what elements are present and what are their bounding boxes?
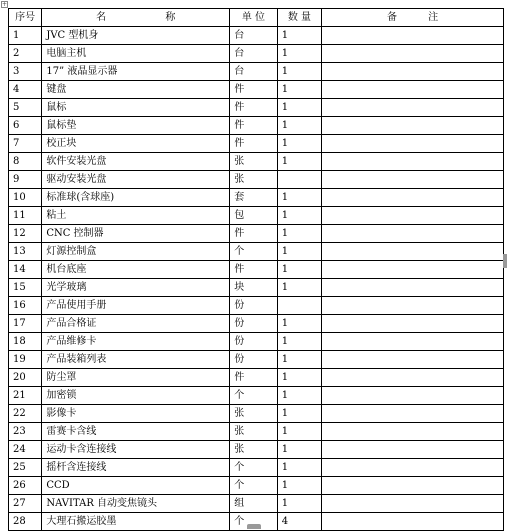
cell-no[interactable]: 9 (9, 171, 42, 189)
cell-qty[interactable]: 1 (277, 405, 321, 423)
cell-note[interactable] (322, 207, 504, 225)
packing-list-table (8, 8, 504, 531)
table-row (9, 135, 504, 153)
cell-name[interactable]: 驱动安装光盘 (42, 171, 230, 189)
cell-name[interactable]: 灯源控制盒 (42, 243, 230, 261)
cell-no[interactable]: 20 (9, 369, 42, 387)
header-name-char-2: 称 (165, 12, 176, 23)
cell-note[interactable] (322, 297, 504, 315)
cell-name[interactable]: 光学玻璃 (42, 279, 230, 297)
cell-no[interactable]: 24 (9, 441, 42, 459)
cell-no[interactable]: 16 (9, 297, 42, 315)
cell-no[interactable]: 26 (9, 477, 42, 495)
cell-name[interactable]: 电脑主机 (42, 45, 230, 63)
header-name (42, 9, 230, 27)
table-row (9, 27, 504, 45)
cell-unit[interactable]: 个 (230, 387, 277, 405)
cell-no[interactable]: 19 (9, 351, 42, 369)
cell-name[interactable]: CNC 控制器 (42, 225, 230, 243)
cell-name[interactable]: JVC 型机身 (42, 27, 230, 45)
cell-qty[interactable]: 1 (277, 459, 321, 477)
cell-no[interactable]: 1 (9, 27, 42, 45)
cell-qty[interactable] (277, 171, 321, 189)
cell-name[interactable]: 产品装箱列表 (42, 351, 230, 369)
cell-unit[interactable]: 件 (230, 225, 277, 243)
table-row (9, 45, 504, 63)
cell-note[interactable] (322, 441, 504, 459)
table-row (9, 315, 504, 333)
cell-unit[interactable]: 个 (230, 477, 277, 495)
table-row (9, 423, 504, 441)
cell-no[interactable]: 28 (9, 513, 42, 531)
table-row (9, 477, 504, 495)
table-row (9, 225, 504, 243)
cell-no[interactable]: 11 (9, 207, 42, 225)
cell-qty[interactable]: 1 (277, 135, 321, 153)
cell-qty[interactable]: 1 (277, 315, 321, 333)
table-row (9, 81, 504, 99)
table-row (9, 369, 504, 387)
table-row (9, 297, 504, 315)
cell-note[interactable] (322, 315, 504, 333)
cell-no[interactable]: 21 (9, 387, 42, 405)
cell-name[interactable]: 鼠标 (42, 99, 230, 117)
cell-note[interactable] (322, 81, 504, 99)
cell-unit[interactable]: 张 (230, 171, 277, 189)
cell-note[interactable] (322, 171, 504, 189)
table-row (9, 279, 504, 297)
cell-qty[interactable]: 1 (277, 27, 321, 45)
cell-qty[interactable]: 1 (277, 387, 321, 405)
cell-name[interactable]: 鼠标垫 (42, 117, 230, 135)
cell-no[interactable]: 8 (9, 153, 42, 171)
cell-name[interactable]: 粘土 (42, 207, 230, 225)
header-note (322, 9, 504, 27)
cell-note[interactable] (322, 99, 504, 117)
table-row (9, 351, 504, 369)
table-row (9, 189, 504, 207)
table-row (9, 99, 504, 117)
cell-qty[interactable] (277, 297, 321, 315)
cell-unit[interactable]: 个 (230, 513, 277, 531)
cell-note[interactable] (322, 63, 504, 81)
cell-no[interactable]: 14 (9, 261, 42, 279)
cell-unit[interactable]: 个 (230, 243, 277, 261)
cell-unit[interactable]: 张 (230, 441, 277, 459)
cell-qty[interactable]: 1 (277, 207, 321, 225)
cell-no[interactable]: 5 (9, 99, 42, 117)
cell-no[interactable]: 13 (9, 243, 42, 261)
cell-unit[interactable]: 张 (230, 423, 277, 441)
table-row (9, 153, 504, 171)
cell-unit[interactable]: 组 (230, 495, 277, 513)
table-row (9, 495, 504, 513)
cell-unit[interactable]: 张 (230, 153, 277, 171)
table-row (9, 63, 504, 81)
cell-name[interactable]: 软件安装光盘 (42, 153, 230, 171)
cell-note[interactable] (322, 189, 504, 207)
table-row (9, 171, 504, 189)
cell-qty[interactable]: 1 (277, 225, 321, 243)
table-move-handle-icon[interactable]: + (2, 1, 8, 8)
cell-qty[interactable]: 1 (277, 45, 321, 63)
cell-qty[interactable]: 1 (277, 477, 321, 495)
cell-qty[interactable]: 1 (277, 261, 321, 279)
cell-name[interactable]: 摇杆含连接线 (42, 459, 230, 477)
table-row (9, 117, 504, 135)
table-body (9, 27, 504, 531)
cell-qty[interactable]: 1 (277, 99, 321, 117)
cell-no[interactable]: 17 (9, 315, 42, 333)
cell-note[interactable] (322, 369, 504, 387)
resize-handle-right-icon[interactable] (503, 254, 507, 268)
cell-note[interactable] (322, 225, 504, 243)
cell-unit[interactable]: 份 (230, 297, 277, 315)
cell-name[interactable]: 防尘罩 (42, 369, 230, 387)
cell-name[interactable]: 标准球(含球座) (42, 189, 230, 207)
table-row (9, 333, 504, 351)
cell-unit[interactable]: 份 (230, 315, 277, 333)
cell-note[interactable] (322, 495, 504, 513)
table-row (9, 459, 504, 477)
cell-unit[interactable]: 件 (230, 369, 277, 387)
cell-no[interactable]: 25 (9, 459, 42, 477)
cell-no[interactable]: 2 (9, 45, 42, 63)
header-note-char-1: 备 (386, 12, 397, 23)
table-row (9, 261, 504, 279)
table-header-row (9, 9, 504, 27)
table-row (9, 387, 504, 405)
cell-unit[interactable]: 份 (230, 333, 277, 351)
cell-qty[interactable]: 1 (277, 153, 321, 171)
header-no: 序号 (9, 9, 42, 27)
cell-qty[interactable]: 1 (277, 81, 321, 99)
cell-unit[interactable]: 件 (230, 261, 277, 279)
cell-unit[interactable]: 台 (230, 27, 277, 45)
cell-unit[interactable]: 套 (230, 189, 277, 207)
cell-name[interactable]: 影像卡 (42, 405, 230, 423)
table-row (9, 207, 504, 225)
table-row (9, 405, 504, 423)
cell-unit[interactable]: 件 (230, 81, 277, 99)
cell-qty[interactable]: 1 (277, 423, 321, 441)
cell-note[interactable] (322, 279, 504, 297)
cell-note[interactable] (322, 261, 504, 279)
cell-unit[interactable]: 台 (230, 63, 277, 81)
cell-unit[interactable]: 包 (230, 207, 277, 225)
cell-note[interactable] (322, 387, 504, 405)
cell-name[interactable]: 大理石搬运胶墨 (42, 513, 230, 531)
cell-no[interactable]: 18 (9, 333, 42, 351)
cell-no[interactable]: 4 (9, 81, 42, 99)
cell-name[interactable]: 运动卡含连接线 (42, 441, 230, 459)
cell-no[interactable]: 15 (9, 279, 42, 297)
cell-unit[interactable]: 件 (230, 99, 277, 117)
cell-no[interactable]: 23 (9, 423, 42, 441)
cell-qty[interactable]: 1 (277, 495, 321, 513)
cell-unit[interactable]: 份 (230, 351, 277, 369)
cell-note[interactable] (322, 333, 504, 351)
cell-unit[interactable]: 件 (230, 135, 277, 153)
cell-unit[interactable]: 件 (230, 117, 277, 135)
cell-note[interactable] (322, 27, 504, 45)
cell-name[interactable]: 产品维修卡 (42, 333, 230, 351)
cell-no[interactable]: 22 (9, 405, 42, 423)
cell-qty[interactable]: 1 (277, 351, 321, 369)
cell-name[interactable]: 产品合格证 (42, 315, 230, 333)
cell-note[interactable] (322, 45, 504, 63)
cell-no[interactable]: 7 (9, 135, 42, 153)
header-name-char-1: 名 (96, 12, 107, 23)
cell-no[interactable]: 27 (9, 495, 42, 513)
cell-note[interactable] (322, 153, 504, 171)
header-unit: 单 位 (230, 9, 277, 27)
cell-name[interactable]: CCD (42, 477, 230, 495)
header-note-char-2: 注 (428, 12, 439, 23)
cell-no[interactable]: 6 (9, 117, 42, 135)
table-row (9, 243, 504, 261)
cell-qty[interactable]: 1 (277, 63, 321, 81)
cell-unit[interactable]: 张 (230, 405, 277, 423)
table-row (9, 441, 504, 459)
cell-qty[interactable]: 1 (277, 117, 321, 135)
cell-qty[interactable]: 1 (277, 369, 321, 387)
resize-handle-bottom-icon[interactable] (247, 524, 261, 529)
cell-note[interactable] (322, 351, 504, 369)
cell-name[interactable]: 雷赛卡含线 (42, 423, 230, 441)
cell-name[interactable]: 机台底座 (42, 261, 230, 279)
cell-unit[interactable]: 块 (230, 279, 277, 297)
cell-name[interactable]: 17” 液晶显示器 (42, 63, 230, 81)
cell-note[interactable] (322, 405, 504, 423)
cell-note[interactable] (322, 135, 504, 153)
cell-note[interactable] (322, 423, 504, 441)
cell-unit[interactable]: 台 (230, 45, 277, 63)
cell-qty[interactable]: 1 (277, 333, 321, 351)
cell-unit[interactable]: 个 (230, 459, 277, 477)
cell-qty[interactable]: 1 (277, 441, 321, 459)
cell-note[interactable] (322, 477, 504, 495)
cell-name[interactable]: 校正块 (42, 135, 230, 153)
cell-qty[interactable]: 1 (277, 279, 321, 297)
cell-no[interactable]: 10 (9, 189, 42, 207)
cell-qty[interactable]: 1 (277, 189, 321, 207)
header-qty: 数 量 (277, 9, 321, 27)
cell-no[interactable]: 3 (9, 63, 42, 81)
cell-name[interactable]: NAVITAR 自动变焦镜头 (42, 495, 230, 513)
cell-note[interactable] (322, 117, 504, 135)
cell-name[interactable]: 键盘 (42, 81, 230, 99)
cell-note[interactable] (322, 513, 504, 531)
cell-name[interactable]: 加密锁 (42, 387, 230, 405)
cell-note[interactable] (322, 243, 504, 261)
cell-qty[interactable]: 4 (277, 513, 321, 531)
cell-qty[interactable]: 1 (277, 243, 321, 261)
cell-no[interactable]: 12 (9, 225, 42, 243)
cell-name[interactable]: 产品使用手册 (42, 297, 230, 315)
cell-note[interactable] (322, 459, 504, 477)
